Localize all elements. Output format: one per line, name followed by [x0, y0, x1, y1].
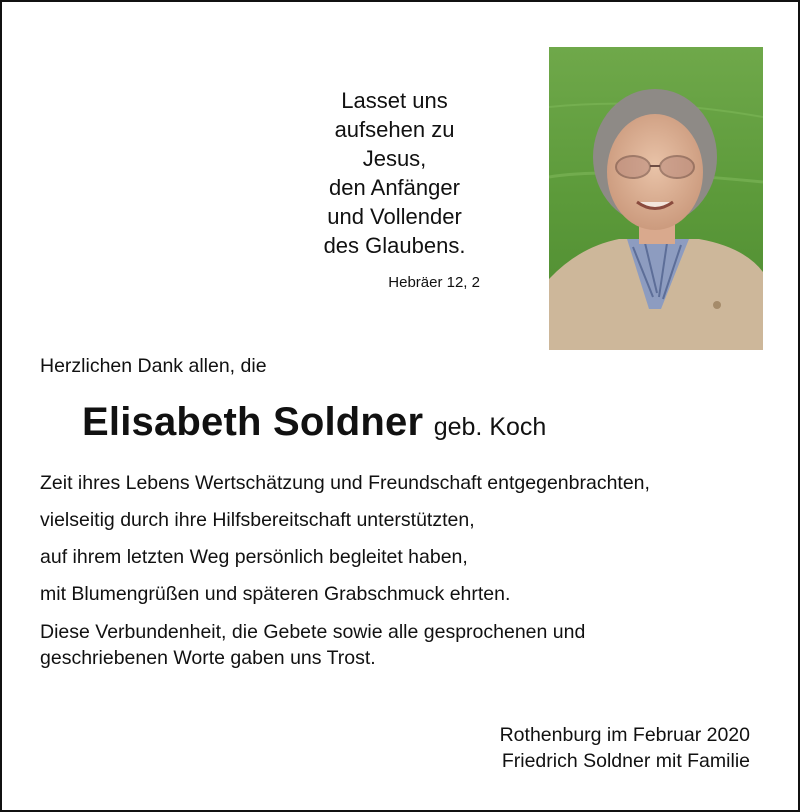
thanks-intro: Herzlichen Dank allen, die — [40, 355, 267, 377]
body-line: auf ihrem letzten Weg persönlich begleitet haben, — [40, 546, 468, 568]
deceased-name-row — [82, 400, 546, 445]
body-line: vielseitig durch ihre Hilfsbereitschaft unterstützten, — [40, 509, 475, 531]
bible-verse — [292, 86, 497, 260]
verse-line: Lasset uns — [341, 88, 448, 113]
verse-line: Jesus, — [362, 146, 427, 171]
verse-line: des Glaubens. — [323, 233, 466, 258]
closing-line: geschriebenen Worte gaben uns Trost. — [40, 647, 376, 669]
closing-paragraph — [40, 619, 780, 671]
deceased-name: Elisabeth Soldner — [82, 400, 424, 444]
verse-line: aufsehen zu — [334, 117, 455, 142]
body-line: mit Blumengrüßen und späteren Grabschmuck ehrten. — [40, 583, 511, 605]
place-date: Rothenburg im Februar 2020 — [499, 724, 750, 746]
verse-line: und Vollender — [327, 204, 462, 229]
thanks-body — [40, 470, 780, 618]
family-signature: Friedrich Soldner mit Familie — [501, 750, 750, 772]
verse-line: den Anfänger — [329, 175, 460, 200]
signature-block — [500, 722, 750, 774]
maiden-name: geb. Koch — [433, 413, 547, 441]
portrait-photo — [549, 47, 763, 350]
verse-reference: Hebräer 12, 2 — [388, 274, 480, 291]
closing-line: Diese Verbundenheit, die Gebete sowie alle gesprochenen und — [40, 621, 586, 643]
body-line: Zeit ihres Lebens Wertschätzung und Freundschaft entgegenbrachten, — [40, 472, 650, 494]
